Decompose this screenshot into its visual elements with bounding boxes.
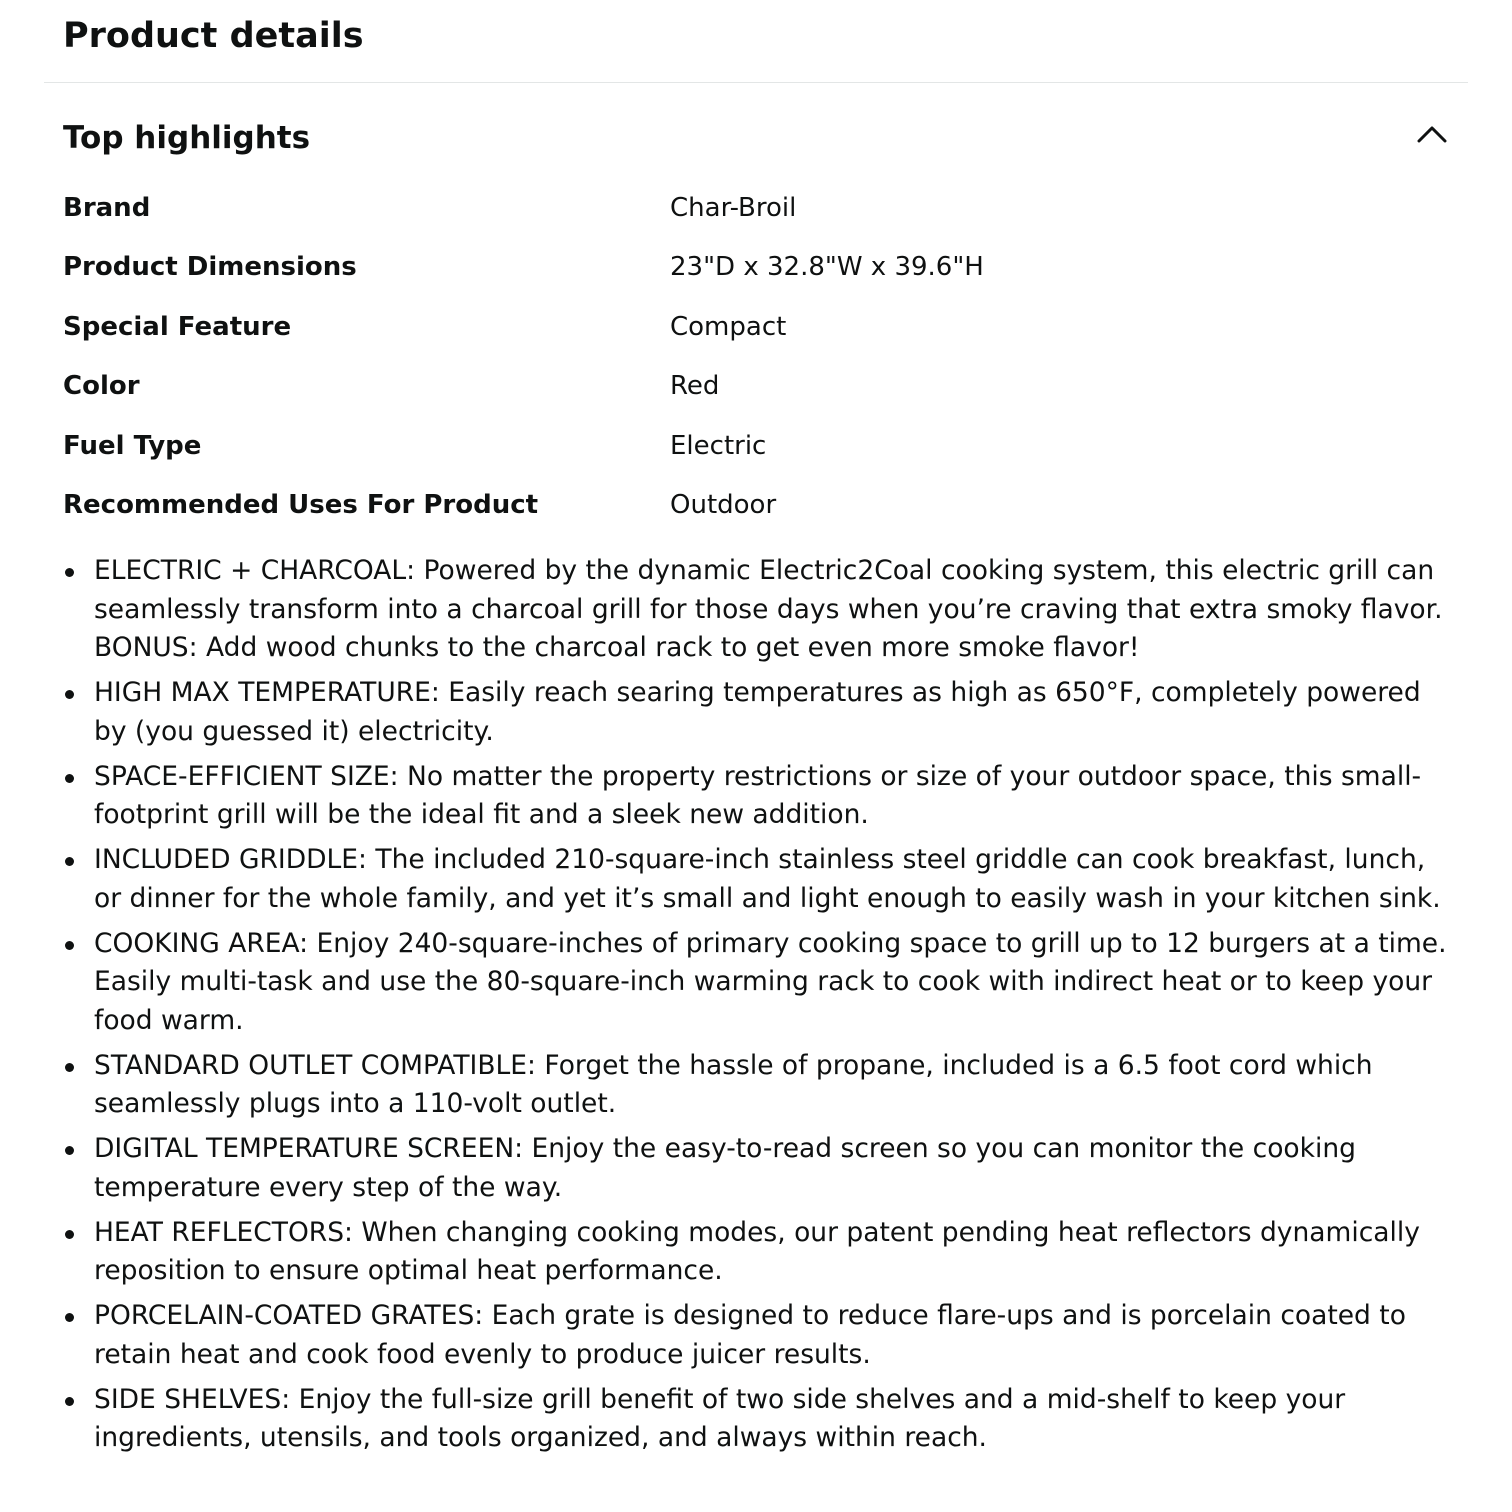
highlights-list bbox=[63, 552, 1453, 1464]
list-item bbox=[63, 925, 1453, 1041]
bullet-icon bbox=[65, 1063, 74, 1072]
bullet-icon bbox=[65, 941, 74, 950]
bullet-text: SIDE SHELVES: Enjoy the full-size grill benefit of two side shelves and a mid-shelf to keep your ingredients, utensils, and tools organized, and always within reach. bbox=[94, 1383, 1346, 1453]
spec-row bbox=[63, 185, 1463, 244]
list-item bbox=[63, 1297, 1453, 1374]
spec-label-dimensions: Product Dimensions bbox=[63, 252, 357, 283]
bullet-text: PORCELAIN-COATED GRATES: Each grate is designed to reduce flare-ups and is porcelain coated to retain heat and cook food evenly to produce juicer results. bbox=[94, 1300, 1406, 1370]
bullet-icon bbox=[65, 568, 74, 577]
list-item bbox=[63, 758, 1453, 835]
bullet-icon bbox=[65, 1313, 74, 1322]
spec-row bbox=[63, 244, 1463, 303]
spec-label-brand: Brand bbox=[63, 193, 151, 223]
spec-label-fuel-type: Fuel Type bbox=[63, 430, 202, 461]
spec-value-fuel-type: Electric bbox=[670, 430, 767, 461]
bullet-text: DIGITAL TEMPERATURE SCREEN: Enjoy the easy-to-read screen so you can monitor the cooking temperature every step of the way. bbox=[94, 1133, 1356, 1203]
bullet-icon bbox=[65, 857, 74, 866]
spec-row bbox=[63, 363, 1463, 422]
list-item bbox=[63, 1047, 1453, 1124]
bullet-icon bbox=[65, 1397, 74, 1406]
bullet-icon bbox=[65, 774, 74, 783]
list-item bbox=[63, 1214, 1453, 1291]
page-title: Product details bbox=[63, 16, 364, 56]
bullet-icon bbox=[65, 1230, 74, 1239]
spec-value-brand: Char-Broil bbox=[670, 193, 797, 223]
bullet-text: SPACE-EFFICIENT SIZE: No matter the property restrictions or size of your outdoor space, this small-footprint grill will be the ideal fit and a sleek new addition. bbox=[94, 760, 1422, 830]
section-divider bbox=[44, 82, 1468, 83]
chevron-up-icon[interactable] bbox=[1414, 116, 1450, 152]
section-title: Top highlights bbox=[63, 120, 311, 156]
bullet-text: INCLUDED GRIDDLE: The included 210-square-inch stainless steel griddle can cook breakfast, lunch, or dinner for the whole family, and yet it’s small and light enough to easily wash in your kitchen sink. bbox=[94, 844, 1441, 914]
spec-value-recommended-uses: Outdoor bbox=[670, 489, 777, 520]
spec-label-color: Color bbox=[63, 371, 140, 402]
bullet-text: HIGH MAX TEMPERATURE: Easily reach searing temperatures as high as 650°F, completely powered by (you guessed it) electricity. bbox=[94, 677, 1421, 747]
bullet-text: STANDARD OUTLET COMPATIBLE: Forget the hassle of propane, included is a 6.5 foot cord which seamlessly plugs into a 110-volt outlet. bbox=[94, 1049, 1373, 1119]
spec-label-special-feature: Special Feature bbox=[63, 311, 292, 342]
list-item bbox=[63, 1130, 1453, 1207]
spec-value-color: Red bbox=[670, 371, 720, 402]
list-item bbox=[63, 674, 1453, 751]
bullet-text: COOKING AREA: Enjoy 240-square-inches of primary cooking space to grill up to 12 burgers at a time. Easily multi-task and use the 80-square-inch warming rack to cook with indirect heat or to keep your food warm. bbox=[94, 927, 1447, 1036]
list-item bbox=[63, 1381, 1453, 1458]
list-item bbox=[63, 552, 1453, 668]
spec-label-recommended-uses: Recommended Uses For Product bbox=[63, 489, 539, 520]
list-item bbox=[63, 841, 1453, 918]
bullet-text: ELECTRIC + CHARCOAL: Powered by the dynamic Electric2Coal cooking system, this electric grill can seamlessly transform into a charcoal grill for those days when you’re craving that extra smoky flavor. BONUS: Add wood chunks to the charcoal rack to get even more smoke flavor! bbox=[94, 555, 1443, 663]
bullet-text: HEAT REFLECTORS: When changing cooking modes, our patent pending heat reflectors dynamically reposition to ensure optimal heat performance. bbox=[94, 1216, 1420, 1286]
bullet-icon bbox=[65, 690, 74, 699]
spec-table bbox=[63, 185, 1463, 541]
spec-row bbox=[63, 304, 1463, 363]
top-highlights-header[interactable] bbox=[0, 112, 1512, 164]
spec-row bbox=[63, 482, 1463, 541]
spec-row bbox=[63, 423, 1463, 482]
spec-value-dimensions: 23"D x 32.8"W x 39.6"H bbox=[670, 252, 984, 283]
spec-value-special-feature: Compact bbox=[670, 311, 787, 342]
bullet-icon bbox=[65, 1146, 74, 1155]
